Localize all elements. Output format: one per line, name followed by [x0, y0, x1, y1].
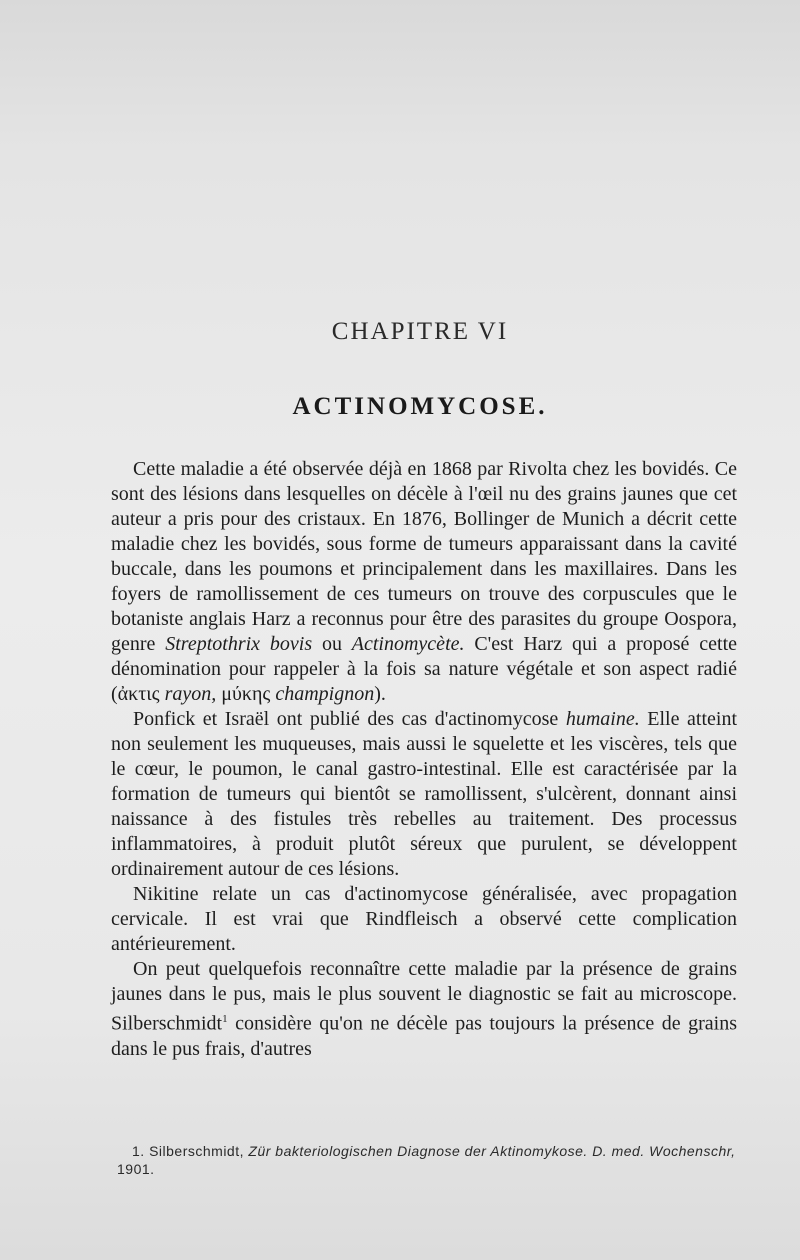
paragraph-text: Cette maladie a été observée déjà en 1868 par Rivolta chez les bovidés. Ce sont des lésions dans lesquelles on décèle à l'œil nu des grains jaunes que cet auteur a pris pour des cristaux. En 1876, Bollinger de Munich a décrit cette maladie chez les bovidés, sous forme de tumeurs apparaissant dans la cavité buccale, dans les poumons et principalement dans les maxillaires. Dans les foyers de ramollissement de ces tumeurs on trouve des corpuscules que le botaniste anglais Harz a reconnus pour être des parasites du groupe Oospora, genre	[111, 458, 737, 655]
paragraph-1	[111, 457, 737, 707]
footnote-author: Silberschmidt,	[149, 1143, 244, 1159]
paragraph-text: ).	[374, 683, 386, 705]
chapter-title: ACTINOMYCOSE.	[292, 393, 548, 420]
paragraph-text: Elle atteint non seulement les muqueuses, mais aussi le squelette et les viscères, tels que le cœur, le poumon, le canal gastro-intestinal. Elle est caractérisée par la formation de tumeurs qui bientôt se ramollissent, s'ulcèrent, donnant ainsi naissance à des fistules très rebelles au traitement. Des processus inflammatoires, à produit plutôt séreux que purulent, se développent ordinairement autour de ces lésions.	[111, 708, 737, 880]
footnote-marker: 1	[222, 1013, 228, 1025]
paragraph-4	[111, 957, 737, 1062]
paragraph-2	[111, 707, 737, 882]
footnote-number: 1.	[132, 1143, 145, 1159]
body-text	[111, 457, 737, 1062]
paragraph-3: Nikitine relate un cas d'actinomycose généralisée, avec propagation cervicale. Il est vrai que Rindfleisch a observé cette complication antérieurement.	[111, 883, 737, 955]
footnote-year: 1901.	[117, 1161, 155, 1177]
italic-term: Actinomycète.	[351, 633, 465, 655]
paragraph-text: ou	[312, 633, 352, 655]
footnote	[117, 1142, 757, 1178]
italic-term: Streptothrix bovis	[165, 633, 313, 655]
paragraph-text: On peut quelquefois reconnaître cette maladie par la présence de grains jaunes dans le pus, mais le plus souvent le diagnostic se fait au microscope. Silberschmidt	[111, 958, 737, 1035]
italic-term: champignon	[275, 683, 375, 705]
italic-term: humaine.	[565, 708, 640, 730]
chapter-heading: CHAPITRE VI	[331, 318, 509, 345]
paragraph-text: C'est Harz qui a proposé cette dénomination pour rappeler à la fois sa nature végétale et son aspect radié (ἀκτις	[111, 633, 738, 705]
paragraph-text: considère qu'on ne décèle pas toujours la présence de grains dans le pus frais, d'autres	[111, 1012, 737, 1060]
italic-term: rayon,	[164, 683, 217, 705]
footnote-title: Zür bakteriologischen Diagnose der Aktinomykose. D. med. Wochenschr,	[248, 1143, 736, 1159]
paragraph-text: μύκης	[216, 683, 276, 705]
paragraph-text: Ponfick et Israël ont publié des cas d'actinomycose	[133, 708, 566, 730]
